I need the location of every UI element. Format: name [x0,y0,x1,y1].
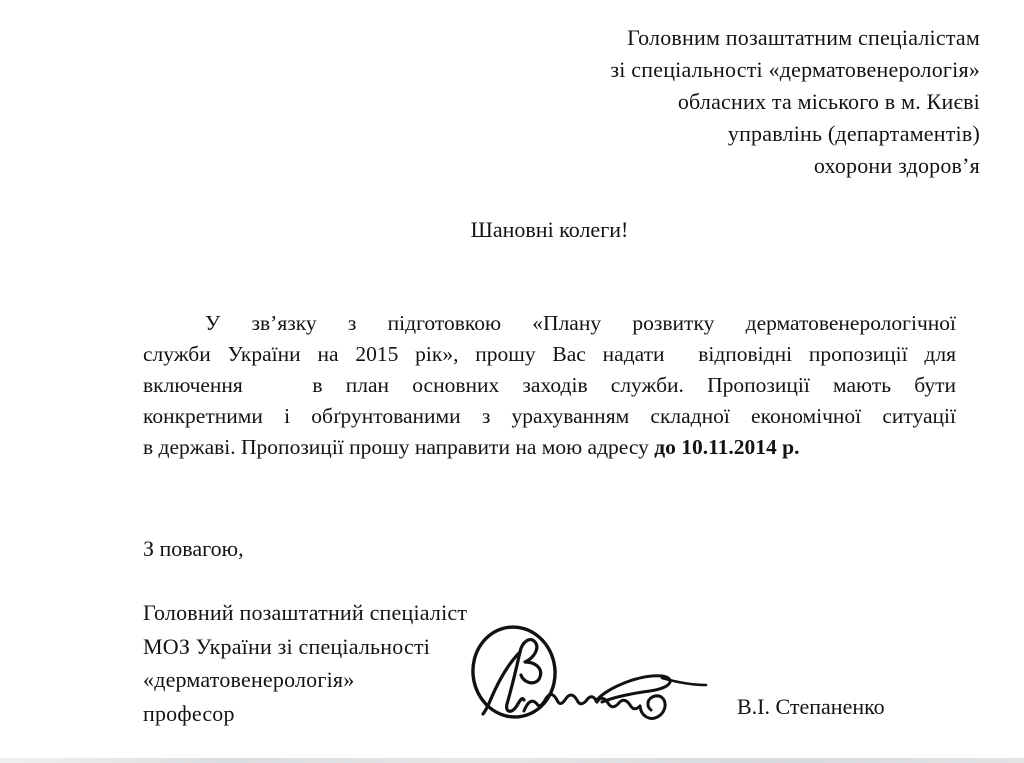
addressee-line: охорони здоров’я [813,153,980,178]
addressee-block [420,22,980,182]
body-line: служби України на 2015 рік», прошу Вас надати відповідні пропозиції для [143,342,956,366]
addressee-line: Головним позаштатним спеціалістам [627,25,980,50]
addressee-line: обласних та міського в м. Києві [677,89,980,114]
signer-title-line: МОЗ України зі спеціальності [143,633,431,659]
deadline-date: до 10.11.2014 р. [654,435,800,459]
salutation: Шановні колеги! [470,217,629,242]
signer-name: В.І. Степаненко [737,694,885,719]
signer-title-line: Головний позаштатний спеціаліст [143,600,468,625]
addressee-line: управлінь (департаментів) [727,121,980,146]
body-last-line-text: в державі. Пропозиції прошу направити на мою адресу [143,435,655,459]
addressee-line: зі спеціальності «дерматовенерологія» [610,57,980,82]
body-paragraph [143,308,956,463]
page-bottom-edge [0,758,1024,763]
body-line: конкретними і обґрунтованими з урахуванням складної економічної ситуації [143,404,956,428]
body-line: включення в план основних заходів служби. Пропозиції мають бути [143,373,956,397]
body-last-line [143,432,956,463]
signer-title-line: професор [143,700,235,726]
closing-phrase: З повагою, [143,536,244,561]
signer-title-line: «дерматовенерологія» [143,667,355,692]
body-line: У зв’язку з підготовкою «Плану розвитку дерматовенерологічної [205,311,956,335]
handwritten-signature-icon [450,606,712,738]
